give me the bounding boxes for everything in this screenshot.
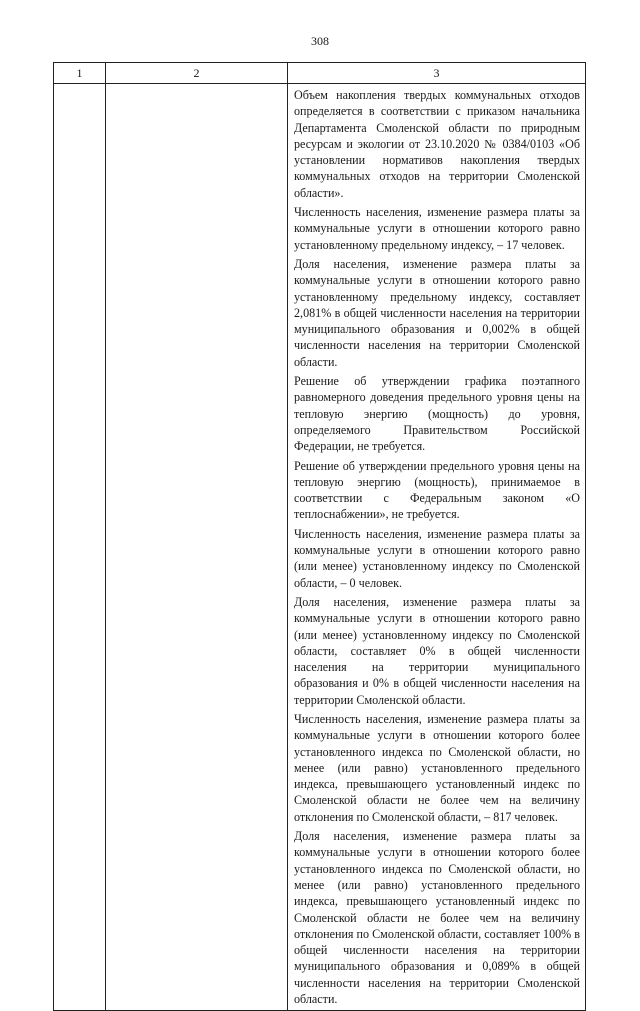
table-header-row (54, 63, 586, 84)
paragraph-share-above-index: Доля населения, изменение размера платы за коммунальные услуги в отношении которого более установленного индекса по Смоленской области, но менее (или равно) установленного предельного индекса, превышающего установленный индекс по Смоленской области не более чем на величину отклонения по Смоленской области, составляет 100% в общей численности населения на территории муниципального образования и 0,089% в общей численности населения на территории Смоленской области. (294, 829, 580, 1007)
paragraph-population-below-index: Численность населения, изменение размера платы за коммунальные услуги в отношении которого равно (или менее) установленному индексу по Смоленской области, – 0 человек. (294, 526, 580, 590)
document-table (53, 62, 586, 1011)
paragraph-waste-volume: Объем накопления твердых коммунальных отходов определяется в соответствии с приказом начальника Департамента Смоленской области по природным ресурсам и экологии от 23.10.2020 № 0384/0103 «Об установлении нормативов накопления твердых коммунальных отходов на территории Смоленской области». (294, 88, 580, 200)
page-number: 308 (311, 34, 329, 48)
column-header-1: 1 (54, 63, 106, 84)
column-header-3: 3 (288, 63, 586, 84)
column-header-2: 2 (106, 63, 288, 84)
paragraph-population-equal-limit: Численность населения, изменение размера платы за коммунальные услуги в отношении которого равно установленному предельному индексу, – 17 человек. (294, 205, 580, 252)
paragraph-population-above-index: Численность населения, изменение размера платы за коммунальные услуги в отношении которого более установленного индекса по Смоленской области, но менее (или равно) установленного предельного индекса, превышающего установленный индекс по Смоленской области не более чем на величину отклонения по Смоленской области, – 817 человек. (294, 711, 580, 824)
paragraph-share-equal-limit: Доля населения, изменение размера платы за коммунальные услуги в отношении которого равно установленному предельному индексу, составляет 2,081% в общей численности населения на территории муниципального образования и 0,002% в общей численности населения на территории Смоленской области. (294, 256, 580, 369)
cell-column-1 (54, 84, 106, 1011)
paragraph-share-below-index: Доля населения, изменение размера платы за коммунальные услуги в отношении которого равно (или менее) установленному индексу по Смоленской области, составляет 0% в общей численности населения на территории муниципального образования и 0% в общей численности населения на территории Смоленской области. (294, 594, 580, 707)
cell-column-3 (288, 84, 586, 1011)
paragraph-heat-price-schedule: Решение об утверждении графика поэтапного равномерного доведения предельного уровня цены на тепловую энергию (мощность) до уровня, определяемого Правительством Российской Федерации, не требуется. (294, 374, 580, 454)
paragraph-heat-price-decision: Решение об утверждении предельного уровня цены на тепловую энергию (мощность), принимаемое в соответствии с Федеральным законом «О теплоснабжении», не требуется. (294, 458, 580, 522)
table-row (54, 84, 586, 1011)
cell-column-2 (106, 84, 288, 1011)
